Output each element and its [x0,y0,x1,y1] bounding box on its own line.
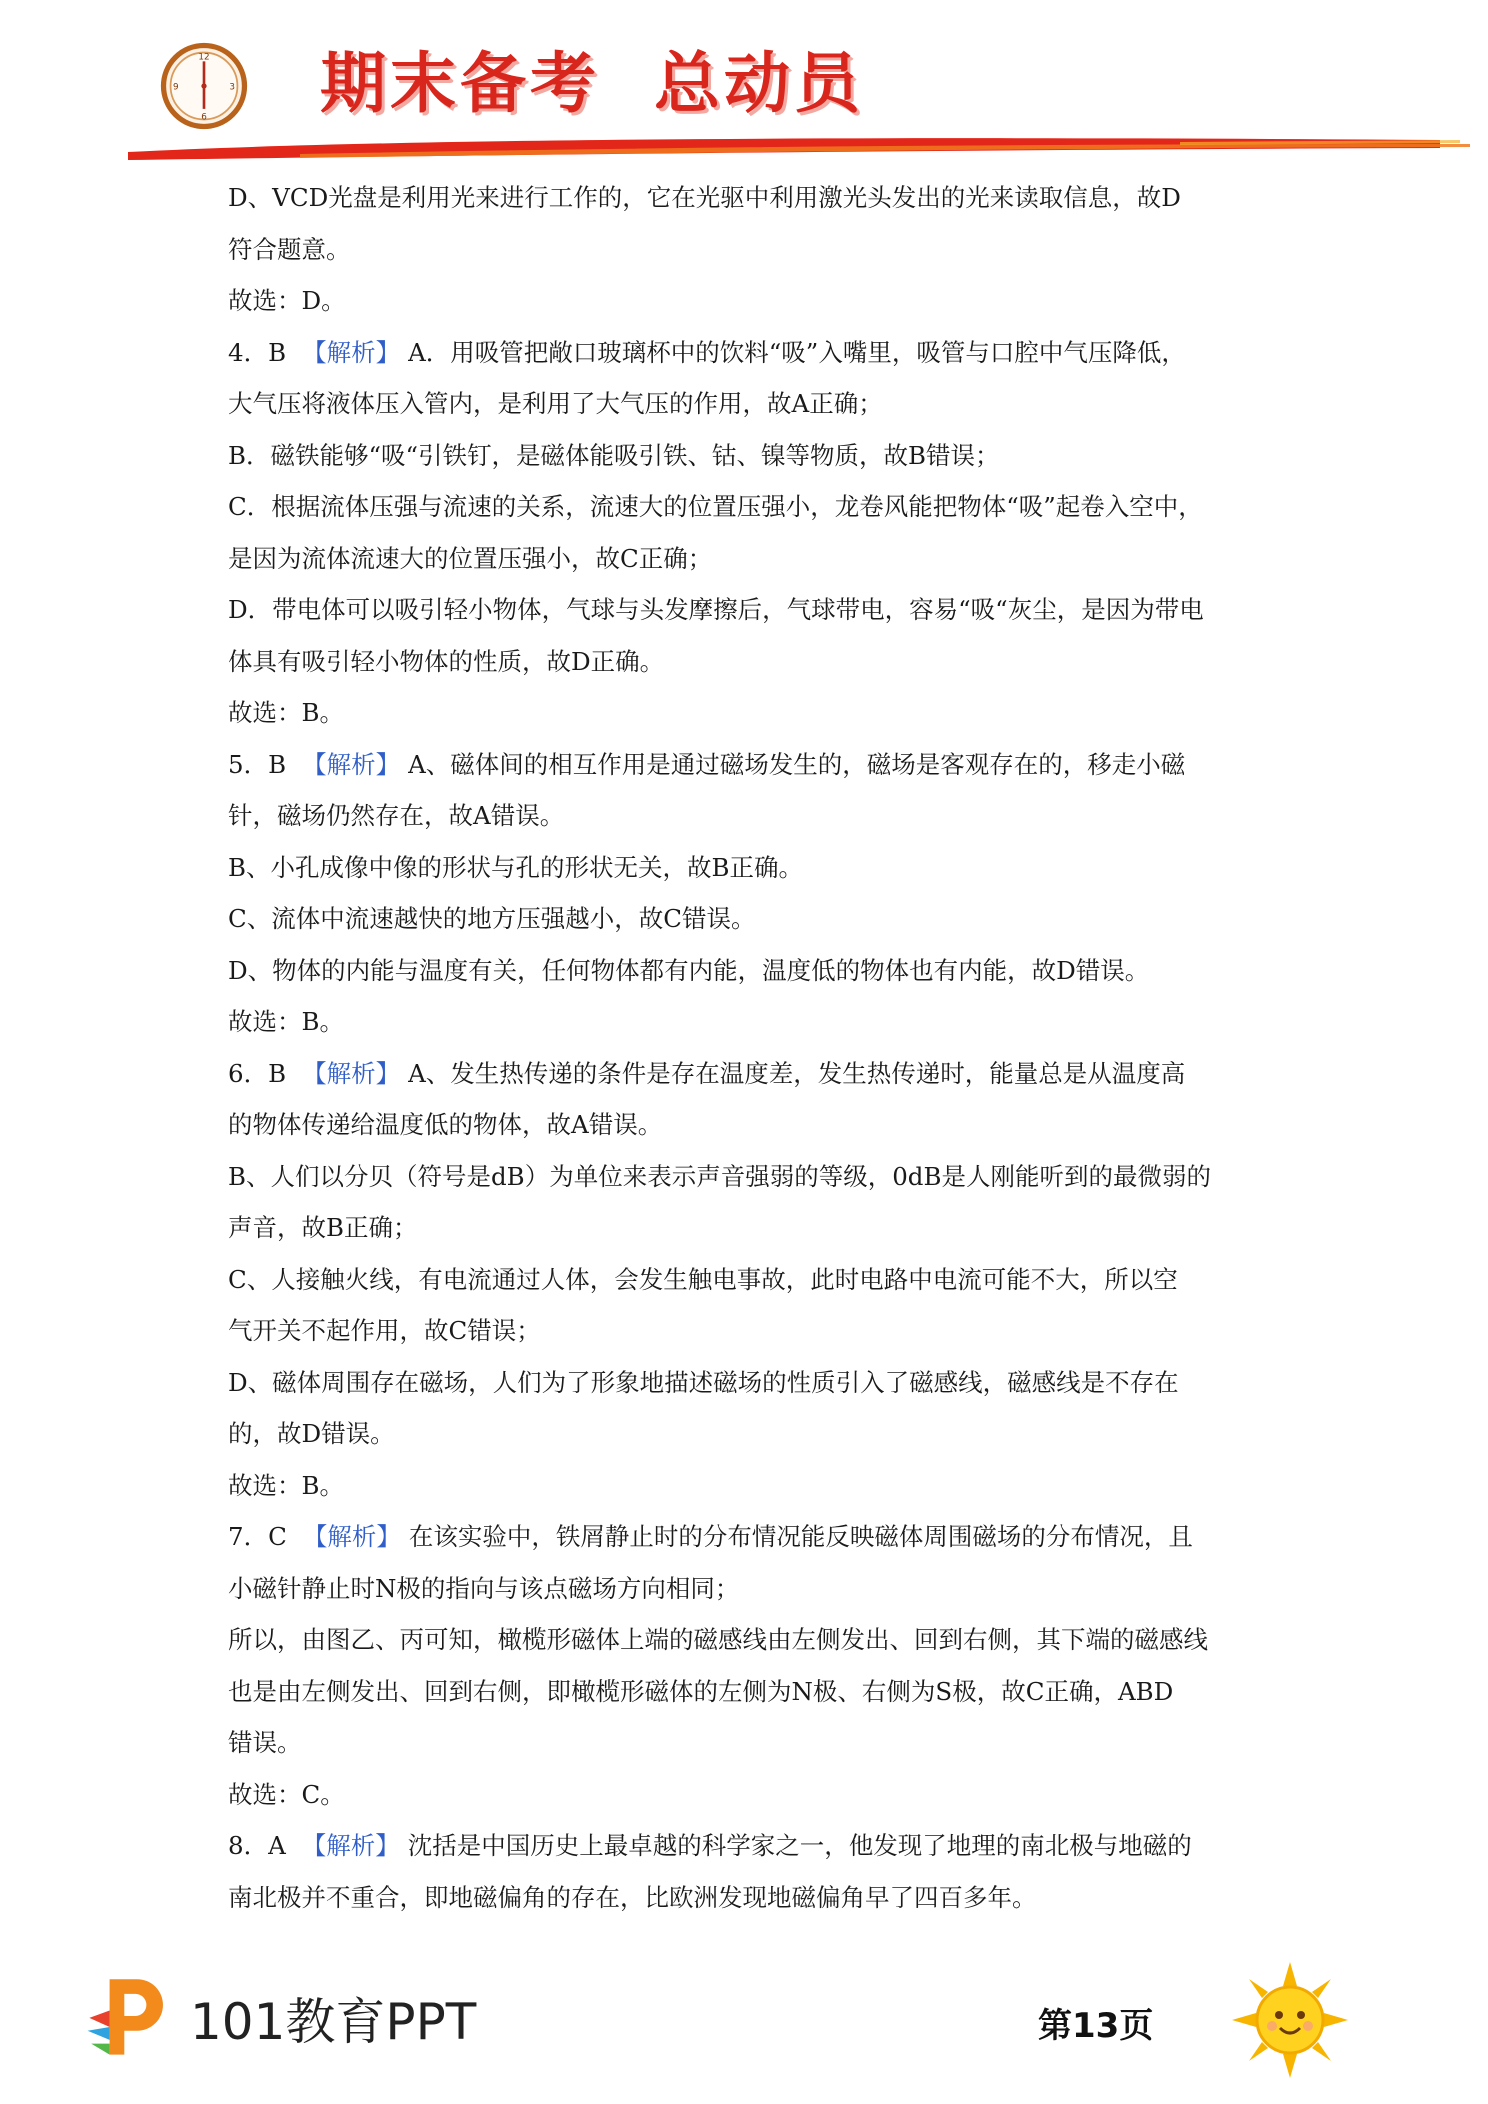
analysis-tag: 【解析】 [302,749,401,779]
question-number: 4．B [228,337,287,367]
line-text: 是因为流体流速大的位置压强小，故C正确； [228,543,713,573]
line-text: 的，故D错误。 [228,1419,395,1448]
line-text: A、磁体间的相互作用是通过磁场发生的，磁场是客观存在的，移走小磁 [408,749,1186,779]
text-line [228,945,1278,997]
analysis-tag: 【解析】 [302,1522,401,1551]
line-text: A．用吸管把敞口玻璃杯中的饮料“吸”入嘴里，吸管与口腔中气压降低， [408,337,1186,367]
line-text: 沈括是中国历史上最卓越的科学家之一，他发现了地理的南北极与地磁的 [407,1831,1192,1860]
text-line [228,1769,1278,1821]
line-text: B、人们以分贝（符号是dB）为单位来表示声音强弱的等级，0dB是人刚能听到的最微弱的 [228,1161,1211,1191]
text-line [228,481,1278,533]
text-line [228,1254,1278,1306]
text-line [228,1717,1278,1769]
svg-text:12: 12 [198,52,210,63]
question-number: 6．B [228,1058,287,1088]
question-line [228,739,1278,791]
line-text: 也是由左侧发出、回到右侧，即橄榄形磁体的左侧为N极、右侧为S极，故C正确，ABD [228,1676,1174,1706]
line-text: D、VCD光盘是利用光来进行工作的，它在光驱中利用激光头发出的光来读取信息，故D [228,183,1181,212]
line-text: D、物体的内能与温度有关，任何物体都有内能，温度低的物体也有内能，故D错误。 [228,955,1150,985]
line-text: 在该实验中，铁屑静止时的分布情况能反映磁体周围磁场的分布情况，且 [408,1522,1193,1551]
line-text: 小磁针静止时N极的指向与该点磁场方向相同； [228,1573,740,1603]
question-number: 5．B [228,749,287,779]
brand-logo-text: 101教育PPT [190,1993,477,2051]
text-line [228,224,1278,276]
question-number: 7．C [228,1522,287,1551]
line-text: C、流体中流速越快的地方压强越小，故C错误。 [228,904,756,933]
text-line [228,533,1278,585]
text-line [228,1305,1278,1357]
page-number: 第13页 [1038,2006,1154,2046]
text-line [228,584,1278,636]
text-line [228,1357,1278,1409]
line-text: 故选：B。 [228,1470,345,1500]
header-title: 期末备考 总动员 [320,44,864,122]
text-line [228,378,1278,430]
question-line [228,1820,1278,1872]
line-text: 针，磁场仍然存在，故A错误。 [228,801,565,830]
clock-icon [160,42,248,130]
text-line [228,1460,1278,1512]
page-footer [0,1960,1488,2104]
text-line [228,1614,1278,1666]
line-text: 的物体传递给温度低的物体，故A错误。 [228,1110,663,1139]
line-text: C、人接触火线，有电流通过人体，会发生触电事故，此时电路中电流可能不大，所以空 [228,1264,1178,1294]
line-text: A、发生热传递的条件是存在温度差，发生热传递时，能量总是从温度高 [408,1058,1186,1088]
line-text: 故选：D。 [228,286,346,315]
header-brush-stroke [0,130,1488,170]
question-line [228,1511,1278,1563]
text-line [228,893,1278,945]
question-line [228,1048,1278,1100]
text-line [228,1408,1278,1460]
line-text: 大气压将液体压入管内，是利用了大气压的作用，故A正确； [228,389,883,418]
line-text: 符合题意。 [228,234,351,264]
line-text: 故选：B。 [228,698,345,727]
line-text: D．带电体可以吸引轻小物体，气球与头发摩擦后，气球带电，容易“吸“灰尘，是因为带电 [228,595,1204,624]
brand-logo-icon [82,1970,174,2062]
text-line [228,172,1278,224]
line-text: 所以，由图乙、丙可知，橄榄形磁体上端的磁感线由左侧发出、回到右侧，其下端的磁感线 [228,1625,1208,1654]
line-text: 错误。 [228,1728,302,1757]
line-text: 声音，故B正确； [228,1213,418,1242]
text-line [228,687,1278,739]
line-text: 故选：C。 [228,1779,345,1809]
text-line [228,1202,1278,1254]
text-line [228,1563,1278,1615]
text-line [228,1872,1278,1924]
line-text: 气开关不起作用，故C错误； [228,1316,541,1345]
text-line [228,430,1278,482]
line-text: B、小孔成像中像的形状与孔的形状无关，故B正确。 [228,852,804,882]
page-header [0,0,1488,170]
question-line [228,327,1278,379]
analysis-tag: 【解析】 [302,337,401,367]
line-text: D、磁体周围存在磁场，人们为了形象地描述磁场的性质引入了磁感线，磁感线是不存在 [228,1367,1179,1397]
svg-text:3: 3 [229,82,235,93]
sun-icon [1230,1960,1350,2080]
text-line [228,1666,1278,1718]
question-number: 8．A [228,1831,286,1860]
text-line [228,1099,1278,1151]
text-line [228,275,1278,327]
text-line [228,842,1278,894]
text-line [228,996,1278,1048]
line-text: 故选：B。 [228,1007,345,1036]
text-line [228,636,1278,688]
text-line [228,1151,1278,1203]
text-line [228,790,1278,842]
svg-text:6: 6 [201,112,207,123]
line-text: 南北极并不重合，即地磁偏角的存在，比欧洲发现地磁偏角早了四百多年。 [228,1882,1037,1912]
line-text: B．磁铁能够“吸“引铁钉，是磁体能吸引铁、钴、镍等物质，故B错误； [228,440,1000,470]
analysis-tag: 【解析】 [301,1831,400,1860]
svg-text:9: 9 [173,82,179,93]
line-text: C．根据流体压强与流速的关系，流速大的位置压强小，龙卷风能把物体“吸”起卷入空中， [228,492,1203,521]
answer-content [228,172,1278,1923]
analysis-tag: 【解析】 [302,1058,401,1088]
line-text: 体具有吸引轻小物体的性质，故D正确。 [228,646,665,676]
